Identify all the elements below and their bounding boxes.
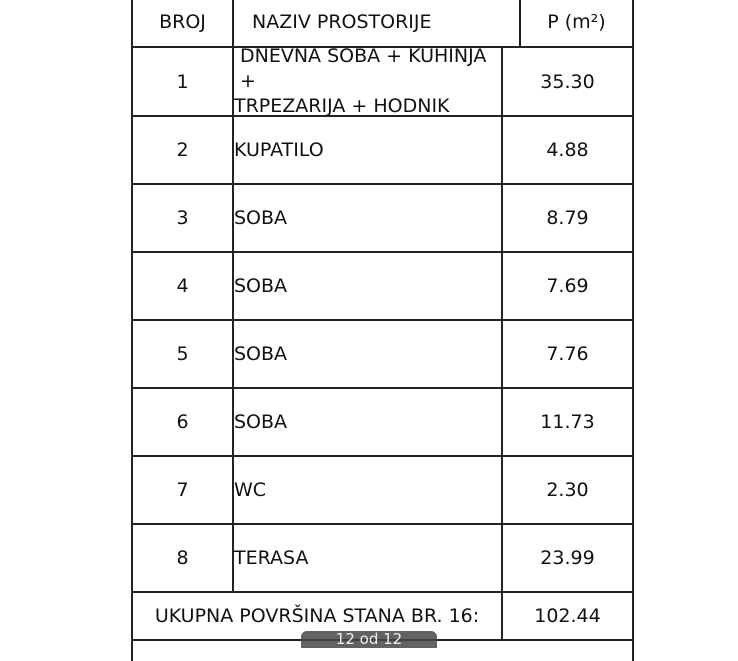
room-area: 23.99	[540, 547, 595, 569]
room-number: 4	[133, 253, 234, 319]
room-name: SOBA	[234, 389, 503, 455]
header-number: BROJ	[133, 0, 234, 46]
room-name: KUPATILO	[234, 117, 503, 183]
table-row	[133, 457, 632, 525]
room-area: 7.76	[546, 343, 589, 365]
room-number: 3	[133, 185, 234, 251]
room-area: 2.30	[546, 479, 589, 501]
room-name: WC	[234, 457, 503, 523]
room-name: TERASA	[234, 525, 503, 591]
table-row	[133, 253, 632, 321]
table-row	[133, 117, 632, 185]
table-header	[133, 0, 632, 48]
room-area: 11.73	[540, 411, 595, 433]
header-area: P (m²)	[547, 11, 606, 33]
room-area: 4.88	[546, 139, 589, 161]
page-indicator: 12 od 12	[301, 631, 437, 648]
room-name-cell	[234, 45, 503, 117]
table-row	[133, 45, 632, 117]
room-name: SOBA	[234, 185, 503, 251]
table-row	[133, 525, 632, 593]
header-name: NAZIV PROSTORIJE	[234, 0, 521, 46]
room-number: 1	[133, 48, 234, 115]
room-number: 2	[133, 117, 234, 183]
room-area-table	[131, 0, 634, 661]
room-number: 6	[133, 389, 234, 455]
room-area: 7.69	[546, 275, 589, 297]
room-area: 8.79	[546, 207, 589, 229]
table-row	[133, 185, 632, 253]
room-name-line1: DNEVNA SOBA + KUHINJA +	[240, 45, 487, 92]
table-row	[133, 389, 632, 457]
total-value: 102.44	[534, 605, 601, 627]
room-number: 5	[133, 321, 234, 387]
table-row	[133, 321, 632, 389]
room-name: SOBA	[234, 253, 503, 319]
room-area: 35.30	[540, 70, 595, 93]
room-name: SOBA	[234, 321, 503, 387]
total-label: UKUPNA POVRŠINA STANA BR. 16:	[133, 593, 503, 639]
room-name-line2: TRPEZARIJA + HODNIK	[234, 95, 450, 117]
room-number: 7	[133, 457, 234, 523]
room-number: 8	[133, 525, 234, 591]
